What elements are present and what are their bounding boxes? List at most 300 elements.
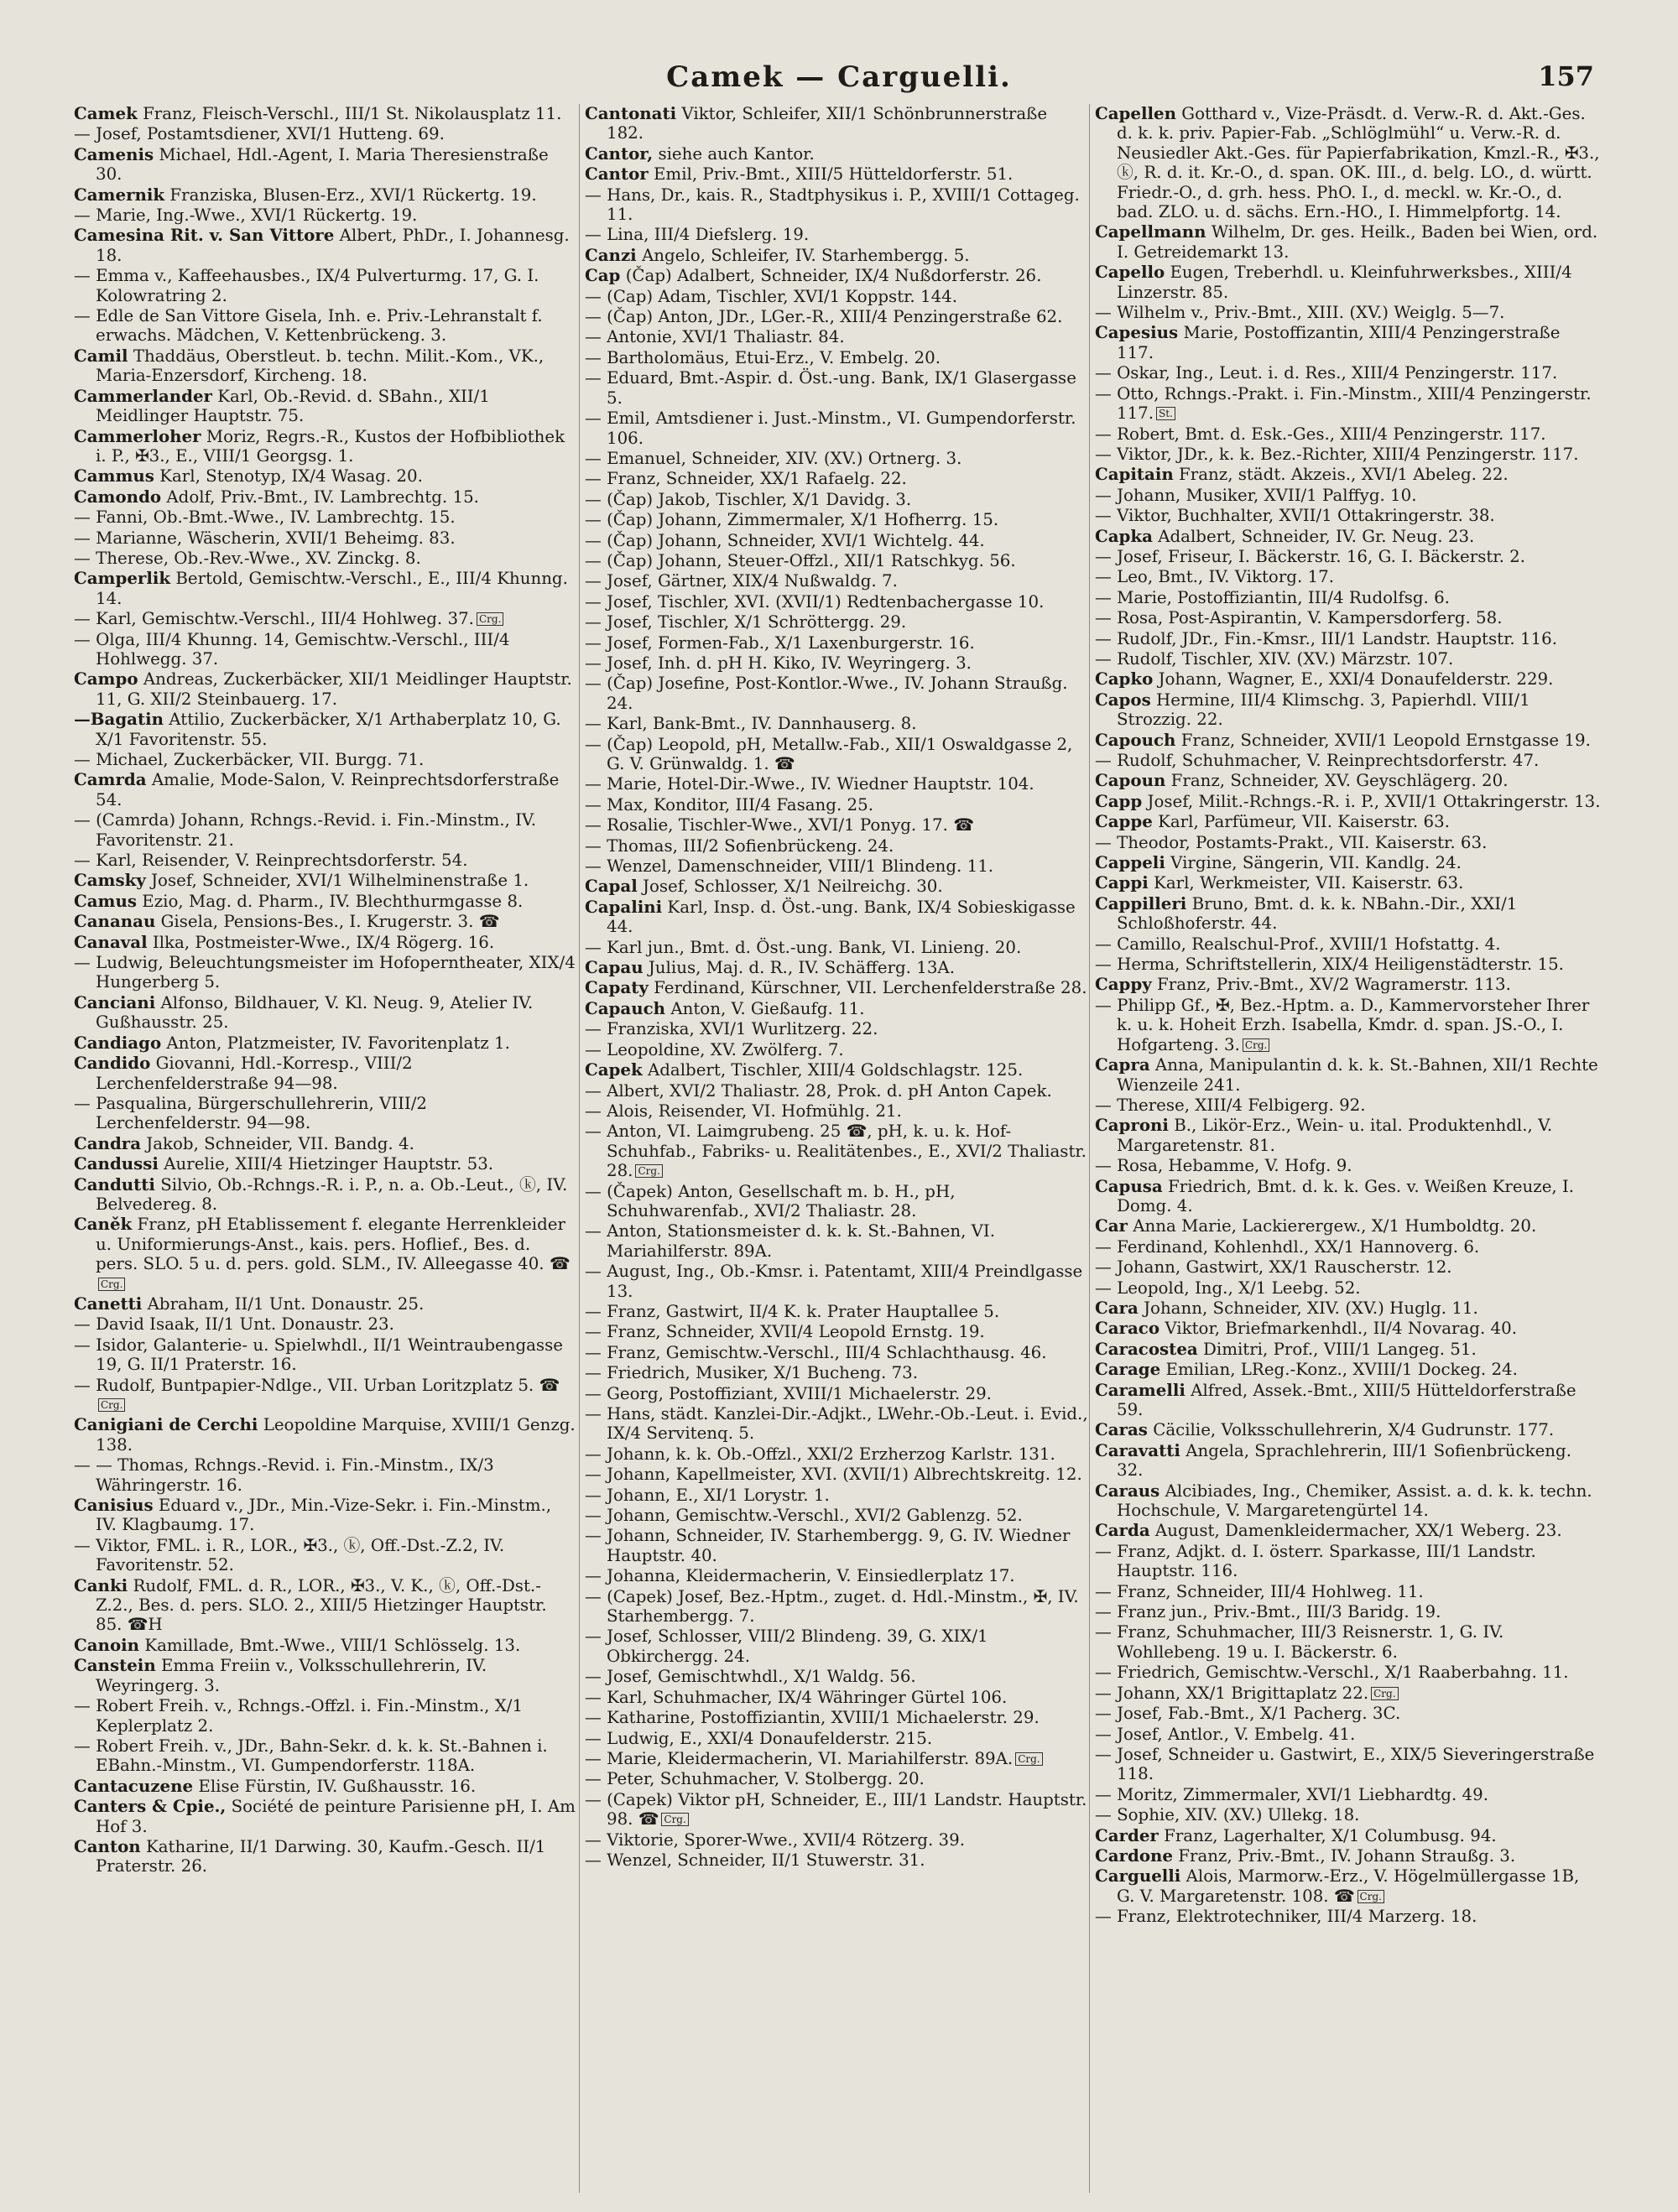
entry-text: — Johann, k. k. Ob.-Offzl., XXI/2 Erzherzog Karlstr. 131. (585, 1444, 1055, 1464)
entry-surname: Canaval (74, 931, 148, 952)
entry-text: — Franziska, XVI/1 Wurlitzerg. 22. (585, 1019, 878, 1039)
directory-entry (585, 1566, 1088, 1585)
directory-entry (74, 912, 577, 931)
directory-entry (1095, 1360, 1601, 1379)
entry-text: Moriz, Regrs.-R., Kustos der Hofbibliothek i. P., ✠3., E., VIII/1 Georgsg. 1. (96, 426, 565, 466)
boxed-mark: Crg. (477, 612, 503, 626)
entry-text: — Franz, Schuhmacher, III/3 Reisnerstr. 1, G. IV. Wohllebeng. 19 u. I. Bäckerstr. 6. (1095, 1622, 1504, 1662)
directory-entry (585, 164, 1088, 184)
directory-entry (585, 1404, 1088, 1444)
directory-entry (585, 1790, 1088, 1829)
directory-entry (1095, 649, 1601, 669)
directory-entry (74, 1636, 577, 1655)
entry-text: — Josef, Schneider u. Gastwirt, E., XIX/5 Sieveringerstraße 118. (1095, 1744, 1595, 1784)
directory-entry (1095, 527, 1601, 546)
entry-text: Adalbert, Tischler, XIII/4 Goldschlagstr. 125. (642, 1060, 1024, 1080)
entry-text: — Josef, Fab.-Bmt., X/1 Pacherg. 3C. (1095, 1704, 1401, 1724)
entry-surname: Canoin (74, 1634, 140, 1655)
entry-surname: Camrda (74, 769, 147, 790)
entry-text: Viktor, Schleifer, XII/1 Schönbrunnerstraße 182. (607, 104, 1048, 143)
directory-entry (74, 1797, 577, 1836)
directory-entry (585, 938, 1088, 957)
directory-entry (585, 1729, 1088, 1748)
boxed-mark: Crg. (1358, 1890, 1384, 1903)
entry-text: — Franz, Gemischtw.-Verschl., III/4 Schlachthausg. 46. (585, 1342, 1047, 1362)
directory-entry (1095, 873, 1601, 893)
entry-text: — (Capek) Josef, Bez.-Hptm., zuget. d. Hdl.-Minstm., ✠, IV. Starhembergg. 7. (585, 1586, 1079, 1626)
entry-text: — Antonie, XVI/1 Thaliastr. 84. (585, 327, 845, 347)
entry-surname: Campo (74, 669, 138, 690)
directory-entry (74, 226, 577, 265)
directory-entry (585, 836, 1088, 856)
entry-text: — Rudolf, Schuhmacher, V. Reinprechtsdorferstr. 47. (1095, 751, 1540, 770)
entry-text: Kamillade, Bmt.-Wwe., VIII/1 Schlösselg. 13. (139, 1635, 521, 1655)
entry-text: — Franz, Elektrotechniker, III/4 Marzerg. 18. (1095, 1907, 1477, 1927)
entry-text: — Thomas, III/2 Sofienbrückeng. 24. (585, 835, 894, 856)
entry-surname: Caněk (74, 1214, 133, 1235)
entry-text: — Karl, Reisender, V. Reinprechtsdorferstr. 54. (74, 851, 468, 871)
entry-surname: Caras (1095, 1419, 1148, 1440)
entry-surname: Camondo (74, 486, 162, 507)
entry-text: — Josef, Tischler, XVI. (XVII/1) Redtenbachergasse 10. (585, 591, 1045, 612)
directory-entry (1095, 1866, 1601, 1906)
directory-entry (74, 1696, 577, 1736)
entry-text: — (Čap) Johann, Steuer-Offzl., XII/1 Ratschkyg. 56. (585, 550, 1016, 570)
directory-entry (585, 1850, 1088, 1870)
directory-entry (1095, 1745, 1601, 1784)
directory-entry (585, 653, 1088, 673)
directory-entry (1095, 608, 1601, 627)
entry-surname: Capouch (1095, 729, 1176, 750)
entry-text: — (Čap) Anton, JDr., LGer.-R., XIII/4 Penzingerstraße 62. (585, 307, 1063, 327)
directory-entry (74, 609, 577, 628)
column-2 (585, 104, 1088, 2193)
entry-text: Gisela, Pensions-Bes., I. Krugerstr. 3. ☎ (155, 912, 500, 932)
directory-entry (74, 1033, 577, 1053)
directory-entry (74, 993, 577, 1033)
entry-surname: Canisius (74, 1495, 154, 1516)
directory-entry (74, 1215, 577, 1293)
entry-text: — Rudolf, Tischler, XIV. (XV.) Märzstr. 107. (1095, 648, 1454, 669)
entry-text: — Wenzel, Schneider, II/1 Stuwerstr. 31. (585, 1850, 925, 1870)
entry-surname: Caravatti (1095, 1439, 1180, 1460)
directory-entry (74, 750, 577, 769)
directory-entry (1095, 1785, 1601, 1804)
directory-entry (585, 1465, 1088, 1484)
entry-surname: Cammerloher (74, 425, 201, 446)
directory-entry (585, 1667, 1088, 1686)
directory-entry (74, 1777, 577, 1796)
entry-text: — (Čap) Johann, Schneider, XVI/1 Wichtelg. 44. (585, 530, 985, 550)
entry-text: — Ferdinand, Kohlenhdl., XX/1 Hannoverg. 6. (1095, 1236, 1480, 1257)
directory-entry (1095, 222, 1601, 262)
entry-text: — Olga, III/4 Khunng. 14, Gemischtw.-Verschl., III/4 Hohlwegg. 37. (74, 629, 510, 669)
entry-surname: Cappe (1095, 811, 1153, 832)
entry-surname: Capellmann (1095, 221, 1206, 242)
entry-surname: Capka (1095, 525, 1153, 546)
directory-entry (74, 266, 577, 305)
directory-entry (585, 795, 1088, 815)
directory-entry (74, 1656, 577, 1695)
entry-text: Johann, Wagner, E., XXI/4 Donaufelderstr. 229. (1153, 669, 1554, 690)
entry-text: — Rosa, Post-Aspirantin, V. Kampersdorferg. 58. (1095, 608, 1503, 628)
directory-entry (1095, 1257, 1601, 1277)
entry-text: Andreas, Zuckerbäcker, XII/1 Meidlinger Hauptstr. 11, G. XII/2 Steinbauerg. 17. (96, 669, 572, 709)
entry-surname: Carda (1095, 1520, 1150, 1541)
entry-surname: Camus (74, 890, 138, 911)
entry-text: — Friedrich, Gemischtw.-Verschl., X/1 Raaberbahng. 11. (1095, 1663, 1569, 1683)
directory-entry (585, 1363, 1088, 1382)
entry-surname: Capek (585, 1059, 643, 1080)
entry-surname: Caramelli (1095, 1379, 1186, 1400)
directory-entry (585, 1688, 1088, 1707)
directory-entry (585, 1506, 1088, 1525)
entry-text: — Oskar, Ing., Leut. i. d. Res., XIII/4 Penzingerstr. 117. (1095, 363, 1558, 383)
column-divider (1089, 104, 1090, 2193)
page-header (0, 60, 1678, 102)
directory-entry (585, 510, 1088, 529)
entry-text: — Robert Freih. v., JDr., Bahn-Sekr. d. k. k. St.-Bahnen i. EBahn.-Minstm., VI. Gumpendorferstr. 118A. (74, 1736, 548, 1776)
entry-surname: Cap (585, 265, 621, 286)
directory-entry (74, 1415, 577, 1455)
directory-entry (585, 714, 1088, 733)
directory-entry (74, 549, 577, 568)
entry-surname: Car (1095, 1215, 1128, 1236)
entry-text: Eugen, Treberhdl. u. Kleinfuhrwerksbes., XIII/4 Linzerstr. 85. (1117, 263, 1572, 302)
directory-entry (585, 104, 1088, 143)
entry-surname: Cananau (74, 911, 156, 932)
directory-entry (74, 953, 577, 992)
directory-entry (1095, 1441, 1601, 1481)
entry-text: Giovanni, Hdl.-Korresp., VIII/2 Lerchenfelderstraße 94—98. (96, 1054, 413, 1093)
entry-text: Josef, Milit.-Rchngs.-R. i. P., XVII/1 Ottakringerstr. 13. (1142, 791, 1601, 811)
entry-text: Franziska, Blusen-Erz., XVI/1 Rückertg. 19. (164, 185, 537, 205)
entry-surname: Capesius (1095, 322, 1179, 343)
entry-text: — Karl, Schuhmacher, IX/4 Währinger Gürtel 106. (585, 1687, 1008, 1707)
entry-text: — Marie, Kleidermacherin, VI. Mariahilferstr. 89A. (585, 1748, 1014, 1768)
entry-text: Bruno, Bmt. d. k. k. NBahn.-Dir., XXI/1 Schloßhoferstr. 44. (1117, 893, 1518, 934)
directory-entry (585, 1587, 1088, 1626)
directory-entry (585, 531, 1088, 550)
directory-entry (1095, 1826, 1601, 1845)
entry-text: — Georg, Postoffiziant, XVIII/1 Michaelerstr. 29. (585, 1383, 992, 1403)
entry-surname: Capauch (585, 997, 666, 1018)
entry-text: — Josef, Inh. d. pH H. Kiko, IV. Weyringerg. 3. (585, 653, 972, 673)
directory-entry (585, 1444, 1088, 1464)
directory-entry (1095, 547, 1601, 566)
directory-entry (585, 571, 1088, 591)
directory-entry (585, 469, 1088, 488)
entry-text: — (Čap) Leopold, pH, Metallw.-Fab., XII/1 Oswaldgasse 2, G. V. Grünwaldg. 1. ☎ (585, 734, 1073, 773)
entry-surname: Canzi (585, 244, 637, 265)
entry-text: Abraham, II/1 Unt. Donaustr. 25. (142, 1293, 425, 1314)
entry-surname: Camsky (74, 870, 146, 891)
entry-surname: Capau (585, 957, 644, 978)
entry-text: Franz, pH Etablissement f. elegante Herrenkleider u. Uniformierungs-Anst., kais. pers. Hoflief., Bes. d. pers. SLO. 5 u. d. pers. gold. SLM., IV. Alleegasse 40. ☎ (96, 1215, 571, 1274)
directory-entry (74, 1134, 577, 1153)
directory-entry (585, 1749, 1088, 1768)
entry-text: Karl, Stenotyp, IX/4 Wasag. 20. (154, 466, 423, 487)
entry-surname: Canstein (74, 1655, 156, 1676)
directory-entry (74, 466, 577, 486)
directory-entry (585, 449, 1088, 468)
entry-text: — Sophie, XIV. (XV.) Ullekg. 18. (1095, 1805, 1360, 1825)
entry-text: Ferdinand, Kürschner, VII. Lerchenfelderstraße 28. (648, 978, 1087, 998)
directory-entry (74, 630, 577, 669)
entry-surname: —Bagatin (74, 709, 164, 730)
directory-entry (585, 287, 1088, 306)
entry-text: Amalie, Mode-Salon, V. Reinprechtsdorferstraße 54. (96, 770, 560, 809)
entry-surname: Camek (74, 104, 138, 123)
entry-text: Leopoldine Marquise, XVIII/1 Genzg. 138. (96, 1415, 576, 1455)
directory-entry (1095, 1381, 1601, 1420)
directory-entry (74, 1576, 577, 1635)
directory-entry (74, 569, 577, 608)
directory-entry (1095, 1582, 1601, 1601)
entry-text: — (Cap) Adam, Tischler, XVI/1 Koppstr. 144. (585, 286, 958, 306)
running-head: Camek — Carguelli. (666, 60, 1012, 94)
directory-entry (1095, 1805, 1601, 1824)
directory-entry (74, 1314, 577, 1334)
entry-text: — (Čap) Jakob, Tischler, X/1 Davidg. 3. (585, 489, 912, 509)
directory-entry (1095, 792, 1601, 811)
entry-text: — Herma, Schriftstellerin, XIX/4 Heiligenstädterstr. 15. (1095, 955, 1564, 975)
entry-surname: Canciani (74, 991, 156, 1012)
entry-text: — Johann, Gastwirt, XX/1 Rauscherstr. 12. (1095, 1257, 1452, 1278)
entry-surname: Capra (1095, 1054, 1150, 1075)
directory-entry (1095, 975, 1601, 994)
directory-entry (585, 815, 1088, 835)
column-3 (1095, 104, 1601, 2193)
directory-entry (585, 307, 1088, 326)
entry-text: — Johanna, Kleidermacherin, V. Einsiedlerplatz 17. (585, 1566, 1015, 1586)
directory-entry (74, 1736, 577, 1776)
entry-text: Adolf, Priv.-Bmt., IV. Lambrechtg. 15. (161, 487, 479, 507)
entry-surname: Canigiani de Cerchi (74, 1414, 258, 1435)
entry-text: — Rudolf, Buntpapier-Ndlge., VII. Urban Loritzplatz 5. ☎ (74, 1375, 560, 1395)
entry-text: — Therese, XIII/4 Felbigerg. 92. (1095, 1095, 1366, 1115)
boxed-mark: Crg. (98, 1278, 125, 1291)
directory-entry (1095, 567, 1601, 586)
entry-surname: Capusa (1095, 1175, 1163, 1196)
entry-text: Elise Fürstin, IV. Gußhausstr. 16. (193, 1776, 477, 1796)
entry-text: Anton, Platzmeister, IV. Favoritenplatz 1. (161, 1033, 510, 1053)
boxed-mark: St. (1156, 407, 1175, 420)
directory-entry (1095, 812, 1601, 831)
entry-surname: Canton (74, 1835, 141, 1856)
boxed-mark: Crg. (1015, 1752, 1042, 1766)
entry-text: — Rudolf, JDr., Fin.-Kmsr., III/1 Landstr. Hauptstr. 116. (1095, 628, 1557, 648)
directory-entry (585, 1081, 1088, 1101)
directory-entry (74, 1496, 577, 1535)
entry-surname: Capaty (585, 977, 649, 998)
entry-text: — Josef, Friseur, I. Bäckerstr. 16, G. I. Bäckerstr. 2. (1095, 546, 1526, 566)
entry-surname: Capalini (585, 896, 663, 917)
entry-text: — Robert Freih. v., Rchngs.-Offzl. i. Fin.-Minstm., X/1 Keplerplatz 2. (74, 1696, 524, 1736)
directory-entry (585, 633, 1088, 653)
directory-entry (74, 1335, 577, 1375)
entry-text: Franz, Priv.-Bmt., IV. Johann Straußg. 3. (1172, 1845, 1516, 1866)
directory-entry (74, 1536, 577, 1575)
boxed-mark: Crg. (635, 1164, 662, 1178)
directory-entry (585, 856, 1088, 876)
directory-entry (585, 266, 1088, 285)
entry-text: Johann, Schneider, XIV. (XV.) Huglg. 11. (1138, 1298, 1478, 1318)
column-1 (74, 104, 577, 2193)
boxed-mark: Crg. (1371, 1687, 1398, 1700)
entry-text: Katharine, II/1 Darwing. 30, Kaufm.-Gesch. II/1 Praterstr. 26. (96, 1836, 546, 1876)
entry-surname: Cantor, (585, 143, 654, 164)
directory-entry (1095, 1622, 1601, 1662)
entry-text: Franz, Schneider, XV. Geyschlägerg. 20. (1165, 771, 1509, 791)
entry-text: Karl, Werkmeister, VII. Kaiserstr. 63. (1148, 873, 1464, 893)
directory-entry (585, 1040, 1088, 1059)
entry-text: Emilian, LReg.-Konz., XVIII/1 Dockeg. 24. (1160, 1360, 1518, 1380)
directory-entry (585, 1101, 1088, 1121)
entry-text: Franz, Schneider, XVII/1 Leopold Ernstgasse 19. (1175, 730, 1591, 750)
entry-text: — Josef, Formen-Fab., X/1 Laxenburgerstr. 16. (585, 632, 975, 653)
entry-text: — Pasqualina, Bürgerschullehrerin, VIII/2 Lerchenfelderstr. 94—98. (74, 1093, 427, 1133)
directory-entry (585, 958, 1088, 977)
entry-surname: Capos (1095, 689, 1151, 710)
entry-text: Viktor, Briefmarkenhdl., II/4 Novarag. 40. (1159, 1319, 1517, 1339)
entry-text: — Ludwig, E., XXI/4 Donaufelderstr. 215. (585, 1728, 933, 1748)
entry-text: Alfred, Assek.-Bmt., XIII/5 Hütteldorferstraße 59. (1117, 1380, 1576, 1419)
entry-text: Julius, Maj. d. R., IV. Schäfferg. 13A. (643, 958, 956, 978)
entry-surname: Candra (74, 1132, 142, 1153)
directory-entry (1095, 1725, 1601, 1744)
directory-entry (585, 1302, 1088, 1321)
entry-text: — Theodor, Postamts-Prakt., VII. Kaiserstr. 63. (1095, 832, 1488, 852)
directory-entry (1095, 1156, 1601, 1175)
directory-entry (74, 669, 577, 709)
directory-entry (585, 1343, 1088, 1362)
entry-text: Rudolf, FML. d. R., LOR., ✠3., V. K., ⓚ, Off.-Dst.-Z.2., Bes. d. pers. SLO. 2., XIII/5 Hietzinger Hauptstr. 85. ☎H (96, 1575, 547, 1635)
entry-text: — Karl jun., Bmt. d. Öst.-ung. Bank, VI. Linieng. 20. (585, 937, 1022, 957)
entry-text: — Karl, Gemischtw.-Verschl., III/4 Hohlweg. 37. (74, 609, 474, 629)
entry-surname: Capoun (1095, 770, 1166, 791)
entry-text: — Franz, Gastwirt, II/4 K. k. Prater Hauptallee 5. (585, 1301, 1000, 1321)
entry-text: — Wilhelm v., Priv.-Bmt., XIII. (XV.) Weiglg. 5—7. (1095, 303, 1505, 323)
entry-surname: Cappi (1095, 872, 1149, 893)
directory-entry (585, 999, 1088, 1018)
directory-entry (1095, 1055, 1601, 1095)
entry-text: Dimitri, Prof., VIII/1 Langeg. 51. (1197, 1339, 1477, 1359)
entry-surname: Candussi (74, 1153, 159, 1174)
directory-entry (74, 206, 577, 225)
entry-text: Anna Marie, Lackierergew., X/1 Humboldtg. 20. (1127, 1216, 1537, 1236)
directory-entry (74, 810, 577, 850)
entry-text: Josef, Schneider, XVI/1 Wilhelminenstraße 1. (145, 871, 529, 891)
directory-entry (585, 1486, 1088, 1505)
entry-text: — Josef, Gärtner, XIX/4 Nußwaldg. 7. (585, 571, 898, 591)
entry-surname: Caproni (1095, 1115, 1169, 1136)
directory-entry (1095, 1116, 1601, 1155)
directory-entry (1095, 323, 1601, 362)
entry-text: Ilka, Postmeister-Wwe., IX/4 Rögerg. 16. (147, 932, 495, 952)
entry-text: Aurelie, XIII/4 Hietzinger Hauptstr. 53. (158, 1154, 494, 1174)
directory-entry (585, 225, 1088, 244)
entry-text: — Friedrich, Musiker, X/1 Bucheng. 73. (585, 1363, 919, 1383)
entry-text: — Johann, E., XI/1 Lorystr. 1. (585, 1485, 830, 1505)
directory-entry (585, 1769, 1088, 1788)
entry-text: — (Čapek) Anton, Gesellschaft m. b. H., pH, Schuhwarenfab., XVI/2 Thaliastr. 28. (585, 1181, 956, 1221)
directory-entry (585, 1182, 1088, 1221)
entry-text: — Hans, städt. Kanzlei-Dir.-Adjkt., LWehr.-Ob.-Leut. i. Evid., IX/4 Servitenq. 5. (585, 1404, 1088, 1444)
entry-text: — Moritz, Zimmermaler, XVI/1 Liebhardtg. 49. (1095, 1784, 1489, 1804)
directory-entry (74, 487, 577, 507)
entry-text: — (Čap) Josefine, Post-Kontlor.-Wwe., IV. Johann Straußg. 24. (585, 674, 1068, 713)
entry-text: — Marie, Postoffiziantin, III/4 Rudolfsg. 6. (1095, 587, 1450, 607)
directory-entry (1095, 1096, 1601, 1115)
directory-entry (585, 978, 1088, 997)
entry-text: — Franz jun., Priv.-Bmt., III/3 Baridg. 19. (1095, 1602, 1441, 1622)
entry-surname: Cardone (1095, 1845, 1173, 1866)
directory-entry (585, 551, 1088, 570)
directory-entry (585, 1221, 1088, 1261)
entry-text: — Leopoldine, XV. Zwölferg. 7. (585, 1039, 844, 1059)
directory-entry (1095, 1340, 1601, 1359)
directory-entry (585, 1526, 1088, 1565)
directory-entry (585, 1060, 1088, 1080)
entry-text: — Marie, Ing.-Wwe., XVI/1 Rückertg. 19. (74, 206, 418, 226)
entry-text: — Josef, Antlor., V. Embelg. 41. (1095, 1724, 1356, 1744)
directory-entry (74, 1154, 577, 1174)
directory-entry (1095, 1299, 1601, 1318)
directory-entry (74, 104, 577, 123)
entry-text: — Therese, Ob.-Rev.-Wwe., XV. Zinckg. 8. (74, 548, 421, 568)
entry-surname: Cappilleri (1095, 893, 1187, 913)
directory-entry (74, 1837, 577, 1876)
entry-surname: Caraco (1095, 1318, 1160, 1339)
directory-entry (585, 327, 1088, 346)
entry-text: — Peter, Schuhmacher, V. Stolbergg. 20. (585, 1769, 925, 1789)
entry-text: Friedrich, Bmt. d. k. k. Ges. v. Weißen Kreuze, I. Domg. 4. (1117, 1176, 1575, 1215)
entry-text: — Josef, Tischler, X/1 Schröttergg. 29. (585, 612, 907, 632)
entry-text: — Viktor, FML. i. R., LOR., ✠3., ⓚ, Off.-Dst.-Z.2, IV. Favoritenstr. 52. (74, 1535, 505, 1575)
directory-entry (74, 1294, 577, 1314)
entry-text: — Leo, Bmt., IV. Viktorg. 17. (1095, 567, 1334, 587)
entry-text: Jakob, Schneider, VII. Bandg. 4. (141, 1133, 414, 1153)
entry-text: — Anton, VI. Laimgrubeng. 25 ☎, pH, k. u. k. Hof-Schuhfab., Fabriks- u. Realitätenbes., E., XVI/2 Thaliastr. 28. (585, 1122, 1087, 1181)
entry-text: — Lina, III/4 Diefslerg. 19. (585, 225, 810, 245)
entry-surname: Caraus (1095, 1480, 1160, 1501)
directory-entry (74, 1376, 577, 1415)
entry-text: — Franz, Adjkt. d. I. österr. Sparkasse, III/1 Landstr. Hauptstr. 116. (1095, 1541, 1536, 1581)
directory-entry (585, 1262, 1088, 1301)
entry-text: Cäcilie, Volksschullehrerin, X/4 Gudrunstr. 177. (1147, 1420, 1555, 1440)
entry-text: Thaddäus, Oberstleut. b. techn. Milit.-Kom., VK., Maria-Enzersdorf, Kircheng. 18. (96, 346, 545, 386)
entry-text: — Johann, Schneider, IV. Starhembergg. 9, G. IV. Wiedner Hauptstr. 40. (585, 1526, 1071, 1565)
directory-entry (1095, 363, 1601, 383)
entry-surname: Candido (74, 1053, 151, 1074)
entry-text: Attilio, Zuckerbäcker, X/1 Arthaberplatz 10, G. X/1 Favoritenstr. 55. (96, 710, 561, 749)
directory-entry (74, 507, 577, 527)
directory-entry (1095, 104, 1601, 221)
directory-entry (1095, 1278, 1601, 1298)
directory-entry (74, 124, 577, 143)
entry-text: Société de peinture Parisienne pH, I. Am Hof 3. (96, 1797, 576, 1836)
entry-text: Franz, Lagerhalter, X/1 Columbusg. 94. (1158, 1825, 1497, 1845)
directory-entry (585, 1626, 1088, 1666)
directory-entry (585, 348, 1088, 367)
directory-entry (1095, 1663, 1601, 1682)
entry-surname: Capal (585, 876, 638, 897)
directory-entry (1095, 751, 1601, 770)
directory-entry (585, 774, 1088, 794)
directory-entry (74, 770, 577, 809)
entry-text: — Johann, Musiker, XVII/1 Palffyg. 10. (1095, 485, 1417, 505)
